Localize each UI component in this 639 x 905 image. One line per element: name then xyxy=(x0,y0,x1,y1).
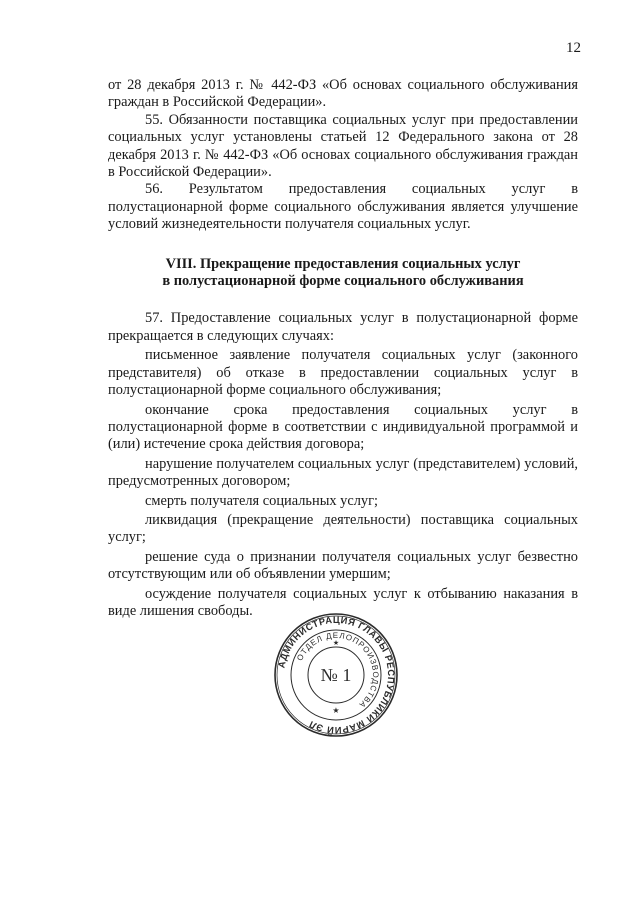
document-body xyxy=(108,77,578,620)
paragraph-57: 57. Предоставление социальных услуг в полустационарной форме прекращается в следующих случаях: xyxy=(108,310,578,344)
section-heading-line-1: VIII. Прекращение предоставления социальных услуг xyxy=(165,255,521,272)
section-heading xyxy=(108,256,578,291)
seal-inner-text: ОТДЕЛ ДЕЛОПРОИЗВОДСТВА xyxy=(295,630,381,710)
section-heading-line-2: в полустационарной форме социального обслуживания xyxy=(162,273,524,290)
list-item: осуждение получателя социальных услуг к отбыванию наказания в виде лишения свободы. xyxy=(108,585,578,619)
list-item: решение суда о признании получателя социальных услуг безвестно отсутствующим или об объявлении умершим; xyxy=(108,548,578,583)
list-item: нарушение получателем социальных услуг (представителем) условий, предусмотренных договором; xyxy=(108,455,578,490)
list-item: смерть получателя социальных услуг; xyxy=(145,492,379,509)
seal-graphic xyxy=(273,612,399,738)
list-item: письменное заявление получателя социальных услуг (законного представителя) об отказе в предоставлении социальных услуг в полустационарной форме социального обслуживания; xyxy=(108,347,578,399)
seal-star-icon: ★ xyxy=(332,706,340,715)
list-item: ликвидация (прекращение деятельности) поставщика социальных услуг; xyxy=(108,511,578,546)
paragraph-55: 55. Обязанности поставщика социальных услуг при предоставлении социальных услуг установлены статьей 12 Федерального закона от 28 декабря 2013 г. № 442-ФЗ «Об основах социального обслуживания граждан в Российской Федерации». xyxy=(108,111,578,181)
official-seal xyxy=(273,612,399,738)
page-number: 12 xyxy=(566,40,581,56)
seal-star-top-icon: ★ xyxy=(332,639,340,647)
paragraph-continuation: от 28 декабря 2013 г. № 442-ФЗ «Об основах социального обслуживания граждан в Российской Федерации». xyxy=(108,77,578,111)
seal-center-number: № 1 xyxy=(320,665,352,685)
list-item: окончание срока предоставления социальных услуг в полустационарной форме в соответствии с индивидуальной программой и (или) истечение срока действия договора; xyxy=(108,401,578,453)
seal-outer-text: АДМИНИСТРАЦИЯ ГЛАВЫ РЕСПУБЛИКИ МАРИЙ ЭЛ xyxy=(276,614,397,736)
paragraph-56: 56. Результатом предоставления социальных услуг в полустационарной форме социального обслуживания является улучшение условий жизнедеятельности получателя социальных услуг. xyxy=(108,181,578,233)
